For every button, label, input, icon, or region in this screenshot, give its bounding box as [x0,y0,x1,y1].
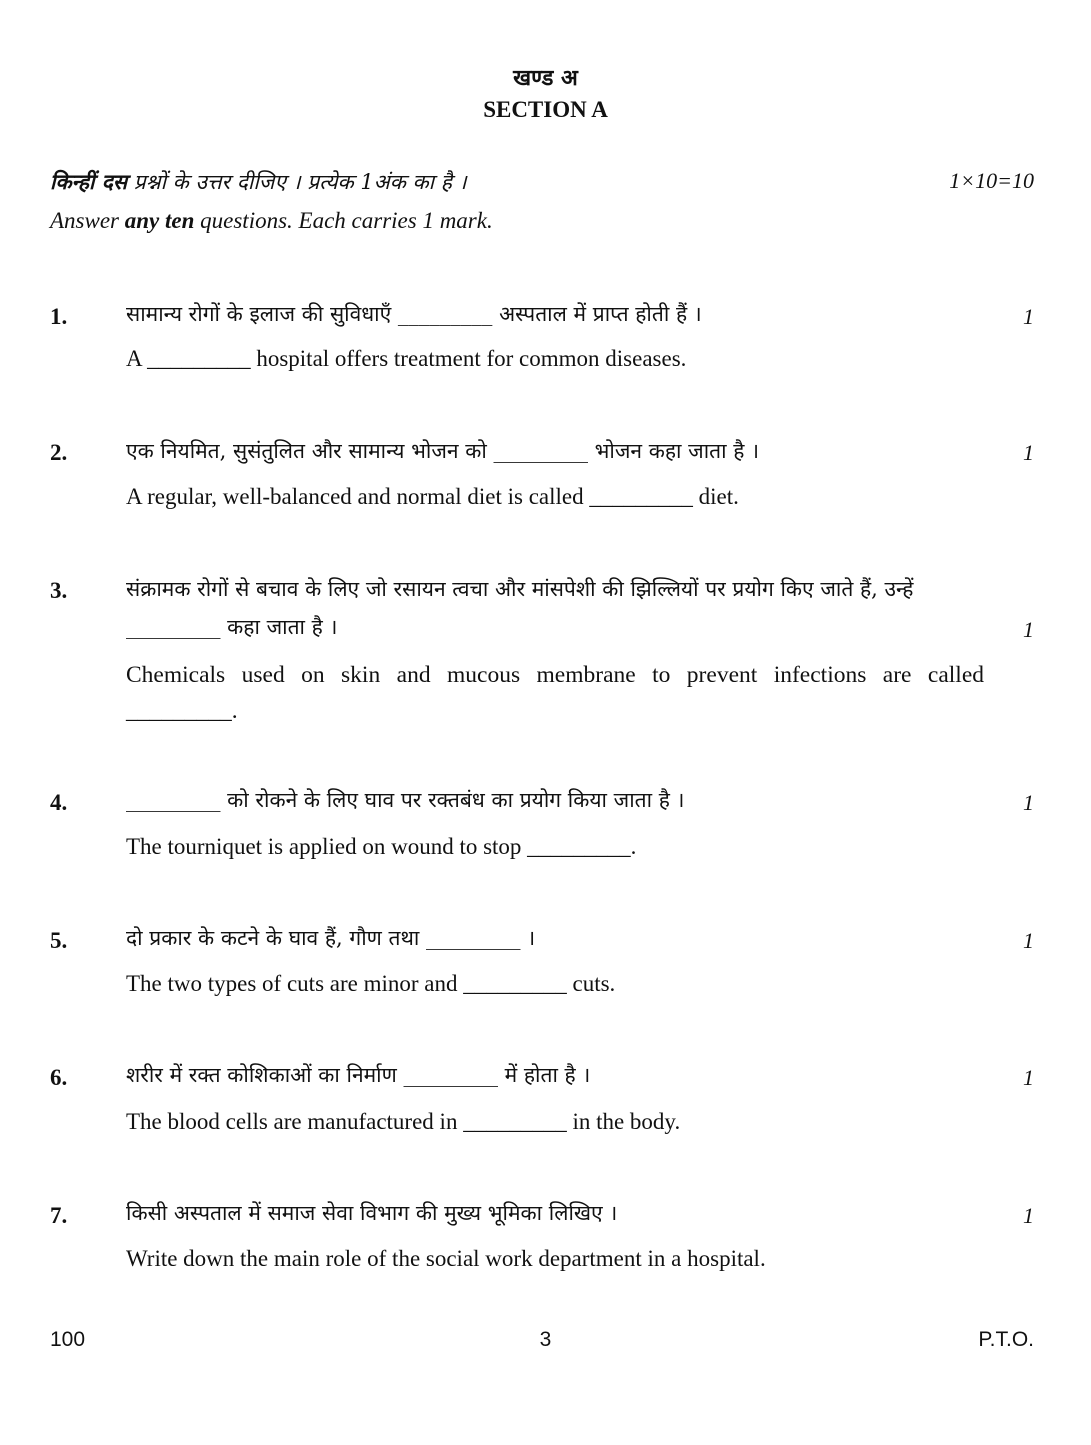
instructions-english-after: questions. Each carries 1 mark. [194,208,493,233]
question-3-number: 3. [50,578,68,603]
question-1-marks: 1 [1023,304,1034,329]
instructions-english [50,208,493,234]
question-7-english: Write down the main role of the social work department in a hospital. [126,1246,766,1271]
question-1-number: 1. [50,304,68,329]
page-number: 3 [539,1328,552,1351]
question-4-marks: 1 [1023,790,1034,815]
question-5-marks: 1 [1023,928,1034,953]
question-6-marks: 1 [1023,1065,1034,1090]
question-1-hindi: सामान्य रोगों के इलाज की सुविधाएँ _________ अस्पताल में प्राप्त होती हैं । [126,302,702,326]
question-5-hindi: दो प्रकार के कटने के घाव हैं, गौण तथा _________ । [126,926,536,950]
question-7-number: 7. [50,1203,68,1228]
paper-code: 100 [50,1328,86,1351]
question-3-english: Chemicals used on skin and mucous membrane to prevent infections are called _________. [126,662,984,724]
section-title-english: SECTION A [483,97,608,122]
instructions-marks: 1×10=10 [949,168,1034,193]
question-4-number: 4. [50,790,68,815]
question-4-english: The tourniquet is applied on wound to stop _________. [126,834,637,859]
question-6-number: 6. [50,1065,68,1090]
question-5-number: 5. [50,928,68,953]
question-5-english: The two types of cuts are minor and _________ cuts. [126,971,616,996]
question-2-hindi: एक नियमित, सुसंतुलित और सामान्य भोजन को _________ भोजन कहा जाता है । [126,439,760,463]
instructions-hindi-bold: किन्हीं दस [50,169,128,194]
question-2-marks: 1 [1023,440,1034,465]
question-3-marks: 1 [1023,617,1034,642]
question-6-english: The blood cells are manufactured in _________ in the body. [126,1109,681,1134]
question-7-marks: 1 [1023,1203,1034,1228]
instructions-hindi [50,168,467,196]
instructions-english-bold: any ten [124,208,195,233]
question-1-english: A _________ hospital offers treatment for common diseases. [126,346,687,371]
instructions-hindi-rest: प्रश्नों के उत्तर दीजिए । प्रत्येक 1अंक का है । [127,170,467,194]
instructions-english-before: Answer [50,208,125,233]
pto-label: P.T.O. [978,1328,1034,1351]
question-7-hindi: किसी अस्पताल में समाज सेवा विभाग की मुख्य भूमिका लिखिए । [126,1201,618,1225]
question-3-hindi: संक्रामक रोगों से बचाव के लिए जो रसायन त्वचा और मांसपेशी की झिल्लियों पर प्रयोग किए जाते हैं, उन्हें _________ कहा जाता है । [126,577,914,639]
question-2-english: A regular, well-balanced and normal diet is called _________ diet. [126,484,739,509]
section-title-hindi: खण्ड अ [513,65,578,91]
question-2-number: 2. [50,440,68,465]
question-6-hindi: शरीर में रक्त कोशिकाओं का निर्माण _________ में होता है । [126,1063,591,1087]
question-4-hindi: _________ को रोकने के लिए घाव पर रक्तबंध का प्रयोग किया जाता है । [126,788,685,812]
